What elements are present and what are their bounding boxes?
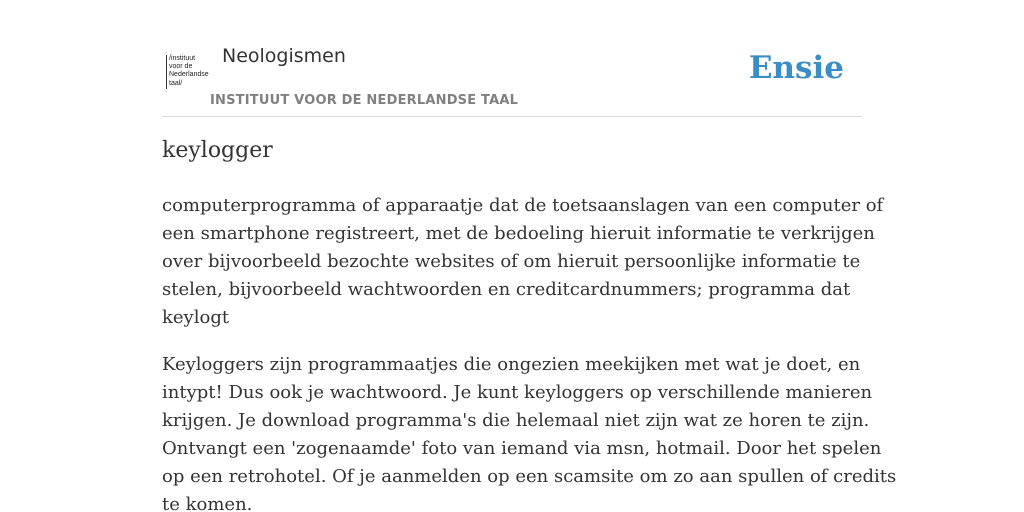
- definition-text: [162, 192, 884, 332]
- logo-text: /instituut: [169, 55, 196, 62]
- site-title[interactable]: Neologismen: [222, 45, 346, 67]
- site-subtitle: INSTITUUT VOOR DE NEDERLANDSE TAAL: [210, 93, 519, 108]
- site-header: [162, 40, 862, 117]
- example-line: op een retrohotel. Of je aanmelden op een scamsite om zo aan spullen of credits: [162, 466, 897, 487]
- page-title: keylogger: [162, 138, 273, 163]
- logo-text: Nederlandse: [169, 71, 209, 79]
- ensie-brand-logo[interactable]: Ensie: [748, 50, 844, 86]
- example-line: intypt! Dus ook je wachtwoord. Je kunt keyloggers op verschillende manieren: [162, 382, 873, 403]
- definition-line: over bijvoorbeeld bezochte websites of om hieruit persoonlijke informatie te: [162, 251, 861, 272]
- example-text: [162, 351, 897, 512]
- definition-line: stelen, bijvoorbeeld wachtwoorden en creditcardnummers; programma dat: [162, 279, 851, 300]
- logo-text: voor de: [169, 63, 193, 71]
- example-line: krijgen. Je download programma's die helemaal niet zijn wat ze horen te zijn.: [162, 410, 870, 431]
- definition-line: computerprogramma of apparaatje dat de toetsaanslagen van een computer of: [162, 195, 884, 216]
- logo-text: taal/: [169, 79, 183, 87]
- example-line: te komen.: [162, 494, 253, 512]
- example-line: Ontvangt een 'zogenaamde' foto van iemand via msn, hotmail. Door het spelen: [162, 438, 882, 459]
- definition-line: keylogt: [162, 307, 230, 328]
- definition-line: een smartphone registreert, met de bedoeling hieruit informatie te verkrijgen: [162, 223, 875, 244]
- ivdnt-logo[interactable]: [166, 55, 208, 89]
- example-line: Keyloggers zijn programmaatjes die ongezien meekijken met wat je doet, en: [162, 354, 861, 375]
